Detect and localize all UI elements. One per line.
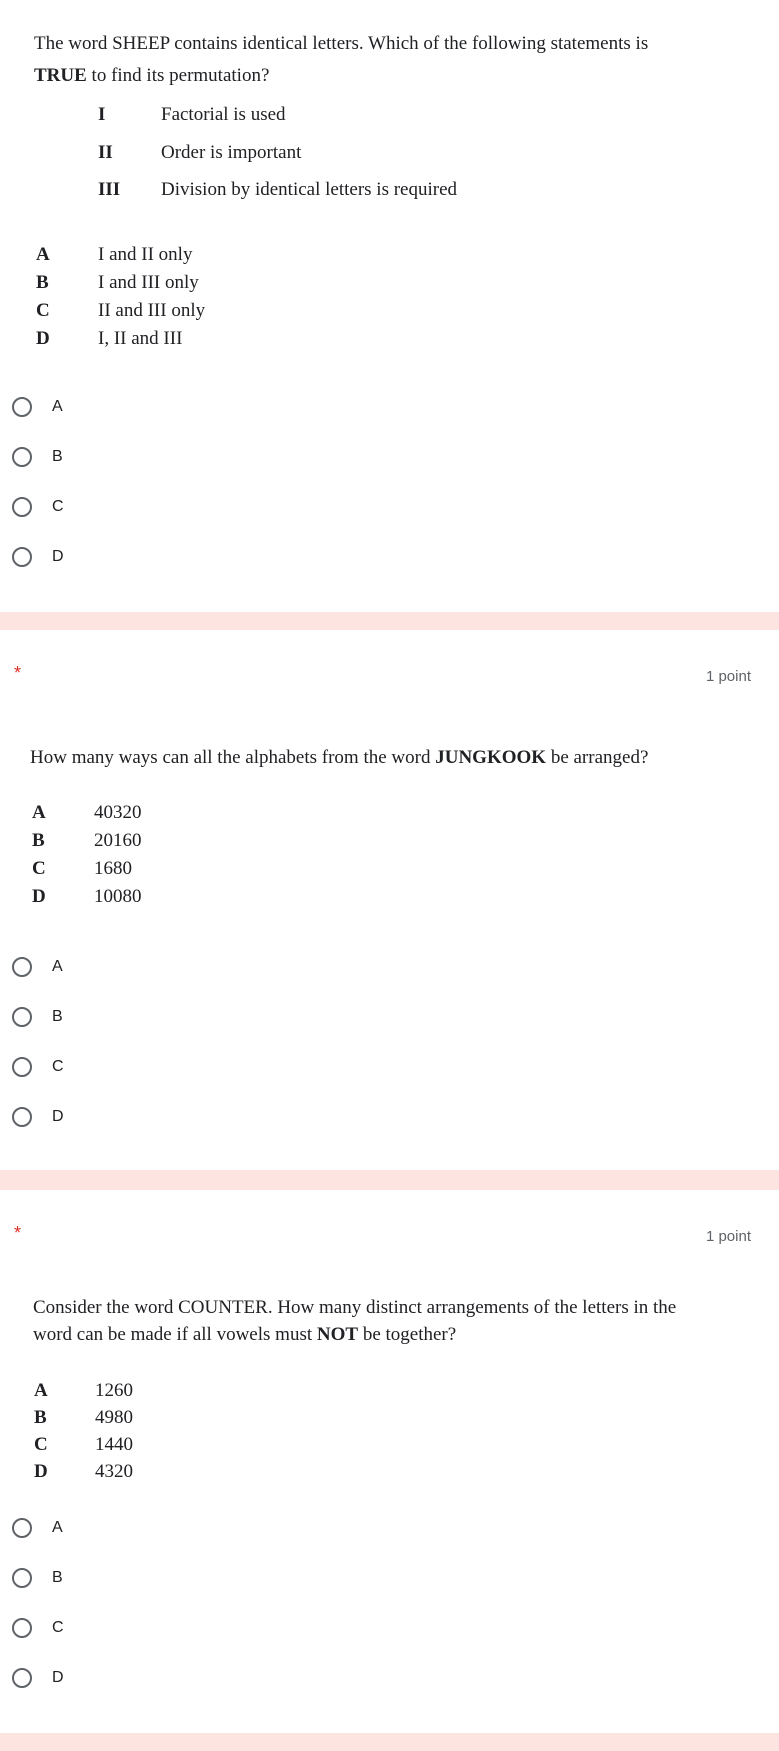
question-2-post: be arranged? [546, 747, 649, 768]
option-value: 1680 [94, 858, 132, 879]
option-letter: D [34, 1461, 48, 1482]
radio-circle[interactable] [12, 1568, 32, 1588]
question-1-bold-true: TRUE [34, 65, 87, 86]
radio-choice-b[interactable] [12, 1005, 212, 1033]
radio-circle[interactable] [12, 547, 32, 567]
option-letter: D [32, 886, 46, 907]
option-value: 4980 [95, 1407, 133, 1428]
radio-label: C [52, 1619, 64, 1636]
option-letter: A [36, 244, 50, 265]
radio-label: D [52, 548, 64, 565]
question-card-3 [0, 1190, 779, 1733]
radio-choice-a[interactable] [12, 955, 212, 983]
radio-choice-a[interactable] [12, 395, 212, 423]
question-2-bold-word: JUNGKOOK [435, 747, 547, 768]
radio-label: A [52, 398, 63, 415]
question-3-line-2-pre: word can be made if all vowels must [33, 1324, 317, 1345]
option-letter: C [36, 300, 50, 321]
question-3-text [33, 1294, 676, 1348]
question-2-pre: How many ways can all the alphabets from the word [30, 747, 436, 768]
option-value: 1440 [95, 1434, 133, 1455]
radio-label: D [52, 1108, 64, 1125]
radio-choice-c[interactable] [12, 495, 212, 523]
question-card-1 [0, 0, 779, 612]
option-value: 20160 [94, 830, 142, 851]
option-letter: D [36, 328, 50, 349]
radio-label: A [52, 958, 63, 975]
option-value: II and III only [98, 300, 206, 321]
statement-text: Order is important [161, 142, 302, 163]
option-value: I, II and III [98, 328, 183, 349]
option-letter: B [34, 1407, 47, 1428]
option-letter: B [36, 272, 49, 293]
radio-circle[interactable] [12, 497, 32, 517]
statement-number: I [98, 104, 106, 125]
radio-choice-a[interactable] [12, 1516, 212, 1544]
radio-label: A [52, 1519, 63, 1536]
option-letter: A [32, 802, 46, 823]
option-letter: A [34, 1380, 48, 1401]
required-asterisk: * [14, 1223, 22, 1243]
option-value: I and III only [98, 272, 199, 293]
radio-label: C [52, 1058, 64, 1075]
radio-choice-c[interactable] [12, 1616, 212, 1644]
radio-circle[interactable] [12, 1107, 32, 1127]
radio-label: C [52, 498, 64, 515]
question-2-text [30, 742, 648, 774]
option-value: 1260 [95, 1380, 133, 1401]
statement-text: Factorial is used [161, 104, 286, 125]
points-label: 1 point [705, 1228, 751, 1245]
radio-circle[interactable] [12, 447, 32, 467]
option-value: I and II only [98, 244, 193, 265]
radio-choice-b[interactable] [12, 1566, 212, 1594]
points-label: 1 point [705, 668, 751, 685]
question-3-line-2-post: be together? [358, 1324, 457, 1345]
radio-circle[interactable] [12, 1618, 32, 1638]
statement-text: Division by identical letters is required [161, 179, 458, 200]
question-1-line-2: to find its permutation? [86, 65, 270, 86]
option-letter: C [34, 1434, 48, 1455]
required-asterisk: * [14, 663, 22, 683]
radio-choice-d[interactable] [12, 545, 212, 573]
radio-label: B [52, 448, 63, 465]
radio-label: D [52, 1669, 64, 1686]
option-letter: B [32, 830, 45, 851]
radio-choice-d[interactable] [12, 1666, 212, 1694]
option-letter: C [32, 858, 46, 879]
radio-choice-d[interactable] [12, 1105, 212, 1133]
radio-choice-b[interactable] [12, 445, 212, 473]
question-1-line-1: The word SHEEP contains identical letters. Which of the following statements is [34, 33, 649, 54]
statement-number: III [98, 179, 121, 200]
radio-circle[interactable] [12, 1518, 32, 1538]
radio-circle[interactable] [12, 1007, 32, 1027]
question-3-bold-word: NOT [316, 1324, 359, 1345]
radio-circle[interactable] [12, 397, 32, 417]
radio-choice-c[interactable] [12, 1055, 212, 1083]
question-1-text [34, 28, 648, 92]
radio-circle[interactable] [12, 957, 32, 977]
question-card-2 [0, 630, 779, 1170]
radio-label: B [52, 1008, 63, 1025]
option-value: 10080 [94, 886, 142, 907]
option-value: 4320 [95, 1461, 133, 1482]
question-3-line-1: Consider the word COUNTER. How many distinct arrangements of the letters in the [33, 1297, 677, 1318]
radio-circle[interactable] [12, 1668, 32, 1688]
radio-circle[interactable] [12, 1057, 32, 1077]
radio-label: B [52, 1569, 63, 1586]
option-value: 40320 [94, 802, 142, 823]
statement-number: II [98, 142, 113, 163]
